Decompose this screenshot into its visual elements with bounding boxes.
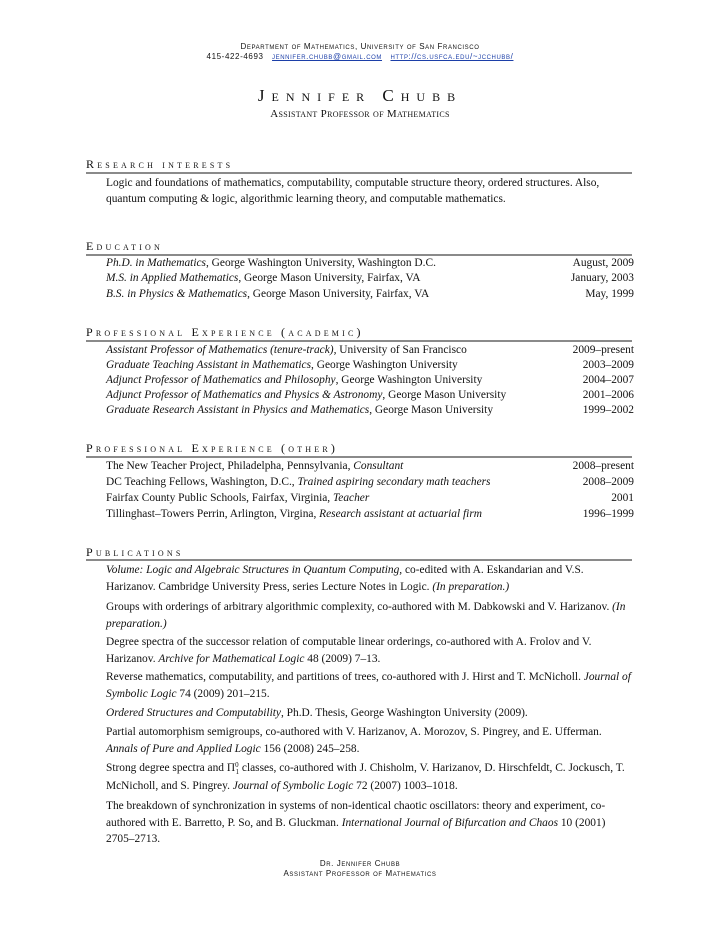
section-rule (86, 559, 632, 561)
education-item (106, 256, 634, 271)
person-name: Jennifer Chubb (257, 86, 463, 105)
institution: , George Mason University (369, 404, 494, 416)
institution: , George Washington University (335, 374, 483, 386)
other-item (106, 507, 634, 522)
publication-item: Strong degree spectra and $\Pi^0_1$ classes, co-authored with J. Chisholm, V. Harizanov, D. Hirschfeldt, C. Jockusch, T. McNicholl, and S. Pingrey. Journal of Symbolic Logic 72 (2007) 1003–1018. (106, 761, 625, 792)
education-item (106, 287, 634, 302)
academic-item (106, 403, 634, 418)
department-line: Department of Mathematics, University of San Francisco (240, 42, 480, 51)
institution: , George Washington University, Washington D.C. (205, 257, 436, 269)
contact-line (0, 52, 720, 61)
footer-name: Dr. Jennifer Chubb (319, 859, 401, 868)
publication-item: Groups with orderings of arbitrary algorithmic complexity, co-authored with M. Dabkowski and V. Harizanov. (In preparation.) (106, 601, 626, 630)
date: January, 2003 (570, 272, 634, 284)
date: 1999–2002 (582, 404, 634, 416)
role: Graduate Teaching Assistant in Mathematics (106, 359, 312, 371)
date: 2001 (611, 492, 634, 504)
publication-item: Reverse mathematics, computability, and partitions of trees, co-authored with J. Hirst and T. McNicholl. Journal of Symbolic Logic 74 (2009) 201–215. (106, 671, 631, 700)
date: 2003–2009 (582, 359, 634, 371)
section-rule (86, 456, 632, 458)
institution: , George Mason University, Fairfax, VA (247, 288, 430, 300)
other-item (106, 459, 634, 474)
role: Teacher (333, 492, 370, 504)
publication-item: Volume: Logic and Algebraic Structures in Quantum Computing, co-edited with A. Eskandarian and V.S. Harizanov. Cambridge University Press, series Lecture Notes in Logic. (In preparation.) (106, 564, 584, 593)
date: 1996–1999 (582, 508, 634, 520)
date: 2009–present (572, 344, 634, 356)
date: May, 1999 (585, 288, 634, 300)
academic-item (106, 358, 634, 373)
footer-title: Assistant Professor of Mathematics (283, 869, 437, 878)
institution: , George Mason University, Fairfax, VA (238, 272, 421, 284)
employer: DC Teaching Fellows, Washington, D.C., (106, 476, 298, 488)
date: 2008–2009 (582, 476, 634, 488)
role: Assistant Professor of Mathematics (tenure-track), (106, 344, 337, 356)
publication-item: The breakdown of synchronization in systems of non-identical chaotic oscillators: theory and experiment, co-authored with E. Barretto, P. So, and B. Gluckman. International Journal of Bifurcation and Chaos 10 (2001) 2705–2713. (106, 800, 606, 845)
institution: University of San Francisco (336, 344, 467, 356)
publications-heading: Publications (86, 545, 184, 559)
academic-heading: Professional Experience (academic) (86, 325, 364, 339)
date: 2001–2006 (582, 389, 634, 401)
person-title: Assistant Professor of Mathematics (270, 108, 450, 120)
publication-item: Ordered Structures and Computability, Ph.D. Thesis, George Washington University (2009). (106, 707, 528, 719)
employer: The New Teacher Project, Philadelpha, Pennsylvania, (106, 460, 354, 472)
role: Adjunct Professor of Mathematics and Physics & Astronomy (106, 389, 383, 401)
role: Consultant (353, 460, 404, 472)
role: Research assistant at actuarial firm (319, 508, 482, 520)
publication-item: Partial automorphism semigroups, co-authored with V. Harizanov, A. Morozov, S. Pingrey, and E. Ufferman. Annals of Pure and Applied Logic 156 (2008) 245–258. (106, 726, 602, 755)
employer: Fairfax County Public Schools, Fairfax, Virginia, (106, 492, 334, 504)
degree: Ph.D. in Mathematics (106, 257, 206, 269)
degree: M.S. in Applied Mathematics (106, 272, 239, 284)
degree: B.S. in Physics & Mathematics (106, 288, 248, 300)
website-link[interactable]: http://cs.usfca.edu/~jcchubb/ (390, 52, 514, 61)
section-rule (86, 340, 632, 342)
date: 2008–present (572, 460, 634, 472)
pi-class-symbol: $\Pi^0_1$ (226, 761, 240, 776)
email-link[interactable]: jennifer.chubb@gmail.com (272, 52, 383, 61)
academic-item (106, 343, 634, 358)
research-heading: Research interests (86, 157, 234, 171)
institution: , George Washington University (311, 359, 458, 371)
academic-item (106, 373, 634, 388)
role: Trained aspiring secondary math teachers (297, 476, 491, 488)
role: Graduate Research Assistant in Physics and Mathematics (106, 404, 370, 416)
education-heading: Education (86, 239, 164, 253)
publication-item: Degree spectra of the successor relation of computable linear orderings, co-authored with A. Frolov and V. Harizanov. Archive for Mathematical Logic 48 (2009) 7–13. (106, 636, 592, 665)
other-item (106, 475, 634, 490)
employer: Tillinghast–Towers Perrin, Arlington, Virgina, (106, 508, 320, 520)
education-item (106, 271, 634, 286)
institution: , George Mason University (382, 389, 507, 401)
section-rule (86, 172, 632, 174)
other-item (106, 491, 634, 506)
date: August, 2009 (572, 257, 634, 269)
academic-item (106, 388, 634, 403)
role: Adjunct Professor of Mathematics and Philosophy (106, 374, 336, 386)
phone: 415-422-4693 (206, 52, 264, 61)
research-text: Logic and foundations of mathematics, computability, computable structure theory, ordered structures. Also, quantum computing & logic, algorithmic learning theory, and computable mathematics. (106, 177, 600, 205)
date: 2004–2007 (582, 374, 634, 386)
other-heading: Professional Experience (other) (86, 441, 339, 455)
